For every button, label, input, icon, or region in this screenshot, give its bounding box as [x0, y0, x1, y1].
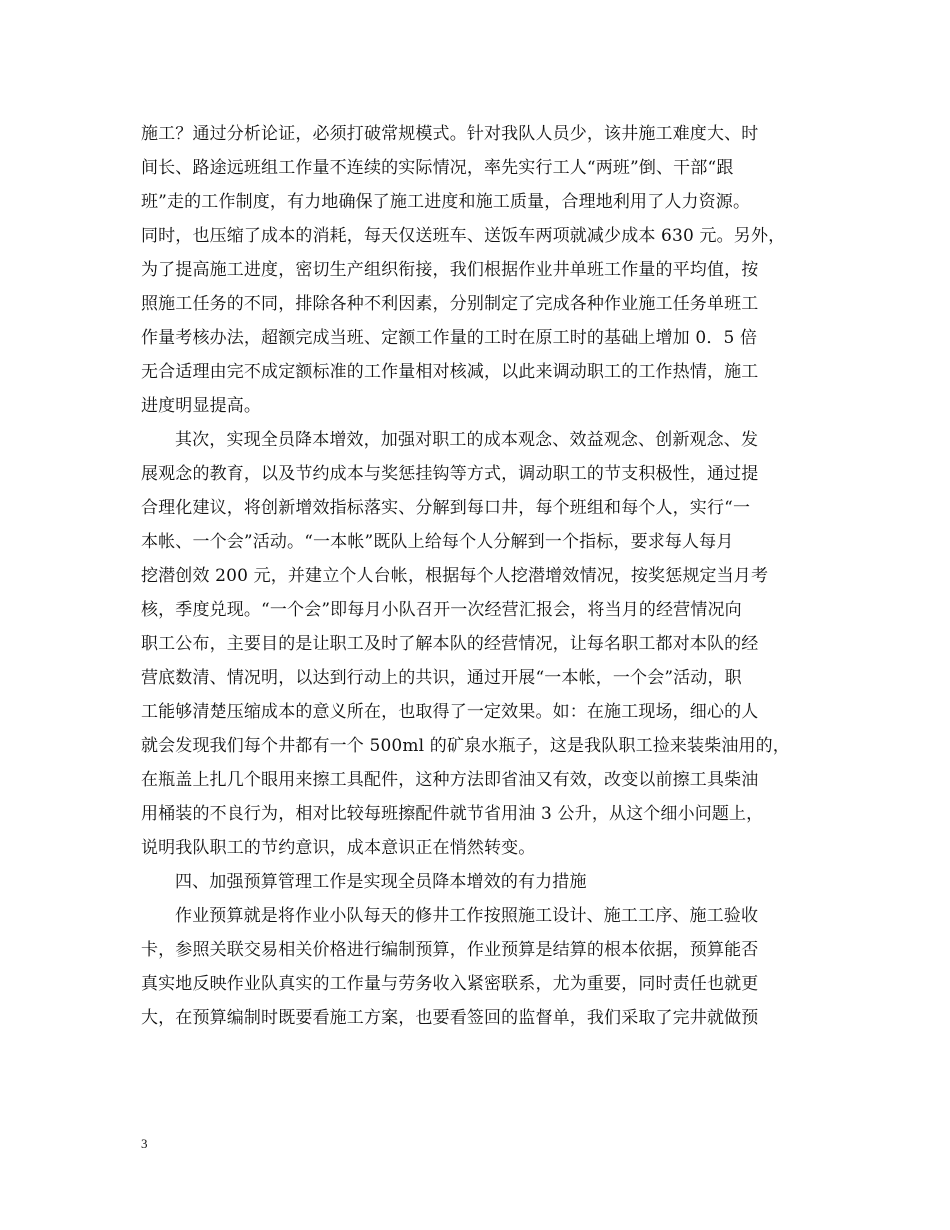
text-line: 工能够清楚压缩成本的意义所在，也取得了一定效果。如：在施工现场，细心的人 — [141, 702, 759, 722]
text-line: 为了提高施工进度，密切生产组织衔接，我们根据作业井单班工作量的平均值，按 — [141, 260, 759, 280]
text-line: 本帐、一个会”活动。“一本帐”既队上给每个人分解到一个指标，要求每人每月 — [141, 532, 734, 552]
text-line: 说明我队职工的节约意识，成本意识正在悄然转变。 — [141, 838, 536, 858]
page-number: 3 — [141, 1136, 148, 1151]
text-line: 大，在预算编制时既要看施工方案，也要看签回的监督单，我们采取了完井就做预 — [141, 1008, 759, 1028]
body-text — [141, 117, 811, 1035]
text-line: 用桶装的不良行为，相对比较每班擦配件就节省用油 3 公升，从这个细小问题上， — [141, 804, 764, 824]
text-line: 核，季度兑现。“一个会”即每月小队召开一次经营汇报会，将当月的经营情况向 — [141, 600, 742, 620]
text-line: 就会发现我们每个井都有一个 500ml 的矿泉水瓶子，这是我队职工捡来装柴油用的， — [141, 736, 790, 756]
text-line: 在瓶盖上扎几个眼用来擦工具配件，这种方法即省油又有效，改变以前擦工具柴油 — [141, 770, 759, 790]
text-line: 作量考核办法，超额完成当班、定额工作量的工时在原工时的基础上增加 0．5 倍 — [141, 328, 758, 348]
paragraph-start-line: 作业预算就是将作业小队每天的修井工作按照施工设计、施工工序、施工验收 — [175, 906, 759, 926]
text-line: 挖潜创效 200 元，并建立个人台帐，根据每个人挖潜增效情况，按奖惩规定当月考 — [141, 566, 769, 586]
section-heading: 四、加强预算管理工作是实现全员降本增效的有力措施 — [175, 872, 587, 892]
text-line: 职工公布，主要目的是让职工及时了解本队的经营情况，让每名职工都对本队的经 — [141, 634, 759, 654]
text-line: 无合适理由完不成定额标准的工作量相对核减，以此来调动职工的工作热情，施工 — [141, 362, 759, 382]
text-line: 展观念的教育，以及节约成本与奖惩挂钩等方式，调动职工的节支积极性，通过提 — [141, 464, 759, 484]
text-line: 班”走的工作制度，有力地确保了施工进度和施工质量，合理地利用了人力资源。 — [141, 192, 751, 212]
text-line: 卡，参照关联交易相关价格进行编制预算，作业预算是结算的根本依据，预算能否 — [141, 940, 759, 960]
text-line: 间长、路途远班组工作量不连续的实际情况，率先实行工人“两班”倒、干部“跟 — [141, 158, 734, 178]
text-line: 施工？通过分析论证，必须打破常规模式。针对我队人员少，该井施工难度大、时 — [141, 124, 759, 144]
text-line: 合理化建议，将创新增效指标落实、分解到每口井，每个班组和每个人，实行“一 — [141, 498, 751, 518]
text-line: 照施工任务的不同，排除各种不利因素，分别制定了完成各种作业施工任务单班工 — [141, 294, 759, 314]
paragraph-start-line: 其次，实现全员降本增效，加强对职工的成本观念、效益观念、创新观念、发 — [175, 430, 759, 450]
text-line: 同时，也压缩了成本的消耗，每天仅送班车、送饭车两项就减少成本 630 元。另外， — [141, 226, 786, 246]
text-line: 营底数清、情况明，以达到行动上的共识，通过开展“一本帐，一个会”活动，职 — [141, 668, 742, 688]
text-line: 进度明显提高。 — [141, 396, 262, 416]
text-line: 真实地反映作业队真实的工作量与劳务收入紧密联系，尤为重要，同时责任也就更 — [141, 974, 759, 994]
